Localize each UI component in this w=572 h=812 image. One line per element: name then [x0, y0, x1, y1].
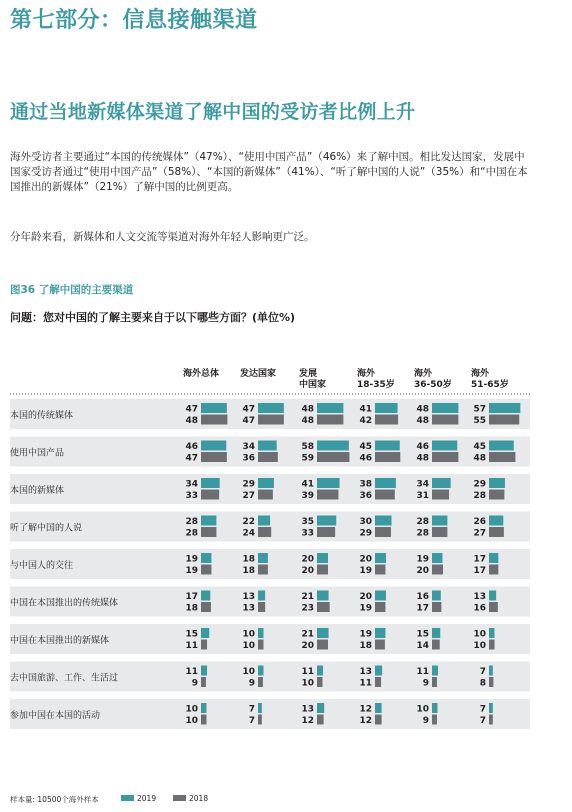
- value-label: 30: [359, 517, 372, 527]
- bar-2019: [258, 628, 264, 638]
- bar-2018: [489, 677, 493, 687]
- bar-2018: [432, 602, 441, 612]
- bar-2018: [317, 415, 343, 425]
- value-label: 10: [242, 641, 255, 651]
- value-label: 31: [416, 491, 429, 501]
- bar-2019: [317, 666, 323, 676]
- value-label: 7: [479, 704, 486, 715]
- value-label: 17: [185, 592, 198, 602]
- bar-2019: [201, 591, 210, 601]
- bar-2018: [317, 602, 330, 612]
- bar-2018: [258, 715, 262, 725]
- bar-2019: [258, 478, 274, 488]
- category-label: 中国在本国推出的新媒体: [10, 636, 110, 646]
- bar-2019: [489, 441, 514, 451]
- paragraph-2: 分年龄来看，新媒体和人文交流等渠道对海外年轻人影响更广泛。: [10, 231, 315, 243]
- bar-2019: [258, 516, 270, 526]
- value-label: 14: [416, 641, 429, 651]
- value-label: 18: [185, 603, 198, 614]
- bar-2019: [317, 628, 329, 638]
- value-label: 38: [359, 479, 372, 490]
- headline: 通过当地新媒体渠道了解中国的受访者比例上升: [10, 101, 416, 123]
- value-label: 20: [359, 592, 372, 602]
- value-label: 19: [359, 603, 372, 614]
- value-label: 17: [473, 566, 486, 576]
- category-label: 参加中国在本国的活动: [10, 711, 101, 721]
- bar-2018: [375, 452, 400, 462]
- value-label: 7: [248, 704, 255, 715]
- value-label: 33: [185, 491, 198, 501]
- category-label: 本国的新媒体: [10, 486, 65, 496]
- value-label: 9: [191, 678, 198, 689]
- value-label: 18: [242, 554, 255, 565]
- bar-2019: [375, 703, 382, 713]
- value-label: 48: [301, 416, 314, 426]
- bar-2019: [432, 591, 441, 601]
- bar-2018: [317, 565, 328, 575]
- bar-2018: [201, 565, 211, 575]
- value-label: 48: [416, 404, 429, 415]
- value-label: 9: [422, 678, 429, 689]
- value-label: 13: [242, 592, 255, 602]
- bar-2018: [201, 602, 211, 612]
- category-label: 去中国旅游、工作、生活过: [10, 673, 119, 684]
- value-label: 45: [473, 442, 486, 452]
- bar-2019: [201, 478, 220, 488]
- bar-2018: [432, 715, 437, 725]
- value-label: 41: [359, 404, 372, 415]
- value-label: 34: [416, 479, 429, 490]
- bar-2018: [317, 527, 335, 537]
- bar-2019: [432, 478, 451, 488]
- category-label: 使用中国产品: [10, 448, 65, 459]
- value-label: 18: [242, 566, 255, 576]
- group-header: 18-35岁: [357, 380, 395, 390]
- bar-2018: [375, 602, 385, 612]
- bar-2019: [258, 591, 265, 601]
- sample-size-note: 样本量: 10500个海外样本: [10, 795, 99, 804]
- bar-2018: [489, 565, 498, 575]
- value-label: 13: [301, 704, 314, 715]
- bar-2019: [258, 703, 262, 713]
- value-label: 10: [242, 629, 255, 640]
- bar-2019: [375, 666, 382, 676]
- bar-2018: [432, 452, 458, 462]
- value-label: 21: [301, 592, 314, 602]
- value-label: 12: [301, 716, 314, 726]
- value-label: 13: [473, 592, 486, 602]
- bar-2019: [258, 441, 277, 451]
- bar-2018: [258, 677, 263, 687]
- value-label: 42: [359, 416, 372, 426]
- bar-2018: [201, 490, 219, 500]
- bar-2019: [201, 403, 227, 413]
- bar-2018: [375, 527, 391, 537]
- bar-2019: [489, 553, 498, 563]
- bar-2019: [489, 591, 496, 601]
- bar-2019: [317, 591, 329, 601]
- bar-2018: [432, 490, 449, 500]
- bar-2018: [201, 452, 227, 462]
- value-label: 19: [185, 566, 198, 576]
- bar-2018: [489, 602, 498, 612]
- bar-2019: [375, 441, 400, 451]
- value-label: 8: [479, 678, 486, 689]
- value-label: 17: [416, 603, 429, 614]
- value-label: 27: [473, 528, 486, 539]
- figure-title: 图36 了解中国的主要渠道: [10, 284, 134, 296]
- legend-swatch-2019: [121, 795, 134, 801]
- value-label: 28: [416, 517, 429, 527]
- value-label: 48: [416, 416, 429, 426]
- bar-2018: [317, 640, 328, 650]
- bar-2018: [201, 677, 206, 687]
- bar-2018: [375, 490, 395, 500]
- value-label: 29: [359, 528, 372, 539]
- group-header: 海外: [357, 369, 376, 379]
- value-label: 46: [359, 453, 372, 464]
- bar-2018: [258, 602, 265, 612]
- value-label: 57: [473, 404, 486, 415]
- bar-2018: [258, 452, 278, 462]
- bar-2019: [489, 516, 503, 526]
- bar-2019: [201, 516, 216, 526]
- category-label: 本国的传统媒体: [10, 411, 74, 421]
- bar-2018: [432, 565, 443, 575]
- group-header: 发展: [299, 369, 318, 379]
- bar-2019: [375, 628, 385, 638]
- bar-2018: [317, 677, 323, 687]
- value-label: 9: [248, 678, 255, 689]
- bar-2018: [375, 565, 385, 575]
- bar-2018: [317, 715, 324, 725]
- bar-2019: [201, 553, 211, 563]
- group-header: 海外总体: [183, 369, 220, 379]
- value-label: 19: [359, 566, 372, 576]
- value-label: 41: [301, 479, 314, 490]
- value-label: 34: [242, 442, 255, 452]
- bar-2019: [201, 666, 207, 676]
- value-label: 35: [301, 517, 314, 527]
- bar-2018: [375, 640, 385, 650]
- bar-2019: [489, 666, 493, 676]
- survey-question: 问题：您对中国的了解主要来自于以下哪些方面？(单位%): [10, 311, 296, 324]
- value-label: 17: [473, 554, 486, 565]
- value-label: 24: [242, 528, 255, 539]
- value-label: 34: [185, 479, 198, 490]
- value-label: 20: [301, 566, 314, 576]
- value-label: 47: [242, 404, 255, 415]
- bar-2019: [489, 478, 505, 488]
- value-label: 10: [185, 716, 198, 726]
- value-label: 46: [185, 442, 198, 452]
- bar-2018: [258, 415, 284, 425]
- value-label: 29: [473, 479, 486, 490]
- bar-2019: [432, 628, 440, 638]
- bar-2019: [432, 703, 438, 713]
- bar-2018: [258, 565, 268, 575]
- value-label: 36: [359, 491, 372, 501]
- value-label: 20: [359, 554, 372, 565]
- value-label: 48: [301, 404, 314, 415]
- bar-2019: [317, 516, 336, 526]
- value-label: 28: [185, 517, 198, 527]
- bar-2019: [375, 591, 386, 601]
- bar-2018: [489, 640, 495, 650]
- bar-2018: [375, 415, 398, 425]
- value-label: 20: [301, 554, 314, 565]
- value-label: 11: [185, 667, 198, 677]
- value-label: 13: [359, 667, 372, 677]
- value-label: 33: [301, 528, 314, 539]
- value-label: 18: [359, 641, 372, 651]
- bar-2019: [489, 703, 493, 713]
- value-label: 39: [301, 491, 314, 501]
- category-label: 听了解中国的人说: [10, 523, 83, 534]
- value-label: 47: [242, 416, 255, 426]
- bar-2018: [489, 527, 504, 537]
- value-label: 10: [242, 667, 255, 677]
- value-label: 10: [301, 678, 314, 689]
- value-label: 7: [248, 716, 255, 726]
- bar-2019: [258, 403, 284, 413]
- value-label: 36: [242, 453, 255, 464]
- bar-2019: [489, 628, 495, 638]
- legend-swatch-2018: [173, 795, 186, 801]
- value-label: 28: [473, 491, 486, 501]
- bar-2019: [489, 403, 520, 413]
- bar-2018: [432, 415, 458, 425]
- value-label: 15: [185, 629, 198, 640]
- value-label: 45: [359, 442, 372, 452]
- bar-2019: [432, 441, 457, 451]
- bar-2019: [258, 553, 268, 563]
- value-label: 27: [242, 491, 255, 501]
- value-label: 20: [416, 566, 429, 576]
- value-label: 11: [185, 641, 198, 651]
- category-label: 中国在本国推出的传统媒体: [10, 598, 119, 609]
- bar-2018: [201, 715, 207, 725]
- group-header: 发达国家: [240, 369, 277, 379]
- bar-2018: [201, 640, 207, 650]
- bar-2019: [432, 403, 458, 413]
- value-label: 12: [359, 716, 372, 726]
- bar-2019: [375, 478, 396, 488]
- bar-2018: [258, 490, 273, 500]
- bar-2018: [258, 527, 271, 537]
- bar-2018: [375, 677, 381, 687]
- bar-2018: [317, 490, 338, 500]
- group-header: 海外: [471, 369, 490, 379]
- bar-2018: [489, 490, 504, 500]
- value-label: 28: [185, 528, 198, 539]
- value-label: 16: [416, 592, 429, 602]
- value-label: 11: [416, 667, 429, 677]
- bar-2018: [432, 640, 440, 650]
- value-label: 11: [359, 678, 372, 689]
- bar-2018: [489, 715, 493, 725]
- value-label: 16: [473, 603, 486, 614]
- group-header: 36-50岁: [414, 380, 452, 390]
- value-label: 13: [242, 603, 255, 614]
- value-label: 58: [301, 442, 314, 452]
- legend-label-2019: 2019: [137, 794, 157, 803]
- group-header: 中国家: [299, 380, 327, 390]
- value-label: 10: [185, 704, 198, 715]
- bar-2019: [258, 666, 264, 676]
- bar-2018: [432, 677, 437, 687]
- bar-2019: [317, 478, 340, 488]
- bar-2018: [375, 715, 382, 725]
- value-label: 22: [242, 517, 255, 527]
- value-label: 19: [359, 629, 372, 640]
- bar-2018: [201, 527, 216, 537]
- value-label: 28: [416, 528, 429, 539]
- bar-2019: [432, 666, 438, 676]
- bar-2019: [375, 553, 386, 563]
- value-label: 10: [473, 641, 486, 651]
- value-label: 47: [185, 404, 198, 415]
- bar-2019: [432, 516, 447, 526]
- value-label: 48: [416, 453, 429, 464]
- value-label: 21: [301, 629, 314, 640]
- value-label: 59: [301, 453, 314, 464]
- category-label: 与中国人的交往: [10, 561, 74, 571]
- value-label: 47: [185, 453, 198, 464]
- value-label: 10: [416, 704, 429, 715]
- value-label: 48: [473, 453, 486, 464]
- bar-2018: [432, 527, 447, 537]
- bar-2018: [317, 452, 349, 462]
- bar-2019: [201, 628, 209, 638]
- value-label: 12: [359, 704, 372, 715]
- bar-2019: [317, 553, 328, 563]
- value-label: 20: [301, 641, 314, 651]
- bar-2019: [317, 403, 343, 413]
- value-label: 19: [185, 554, 198, 565]
- legend-label-2018: 2018: [189, 794, 209, 803]
- bar-2019: [375, 403, 398, 413]
- group-header: 海外: [414, 369, 433, 379]
- value-label: 23: [301, 603, 314, 614]
- bar-2019: [201, 441, 226, 451]
- bar-2019: [201, 703, 207, 713]
- value-label: 10: [473, 629, 486, 640]
- paragraph-1: 海外受访者主要通过“本国的传统媒体”（47%）、“使用中国产品”（46%）来了解中国。相比发达国家，发展中国家受访者通过“使用中国产品”（58%）、“本国的新媒体”（41%）、“听了解中国的人说”（35%）和“中国在本国推出的新媒体”（21%）了解中国的比例更高。: [10, 151, 528, 193]
- bar-2018: [489, 415, 519, 425]
- value-label: 48: [185, 416, 198, 426]
- value-label: 19: [416, 554, 429, 565]
- bar-2019: [317, 703, 324, 713]
- bar-2019: [432, 553, 442, 563]
- bar-2019: [317, 441, 349, 451]
- value-label: 26: [473, 517, 486, 527]
- value-label: 11: [301, 667, 314, 677]
- value-label: 9: [422, 716, 429, 726]
- value-label: 55: [473, 416, 486, 426]
- row-band: [10, 549, 530, 579]
- value-label: 7: [479, 716, 486, 726]
- bar-2018: [201, 415, 227, 425]
- bar-2019: [375, 516, 392, 526]
- value-label: 7: [479, 667, 486, 677]
- bar-2018: [258, 640, 264, 650]
- value-label: 46: [416, 442, 429, 452]
- bar-2018: [489, 452, 515, 462]
- value-label: 15: [416, 629, 429, 640]
- group-header: 51-65岁: [471, 380, 509, 390]
- section-title: 第七部分：信息接触渠道: [10, 8, 258, 33]
- value-label: 29: [242, 479, 255, 490]
